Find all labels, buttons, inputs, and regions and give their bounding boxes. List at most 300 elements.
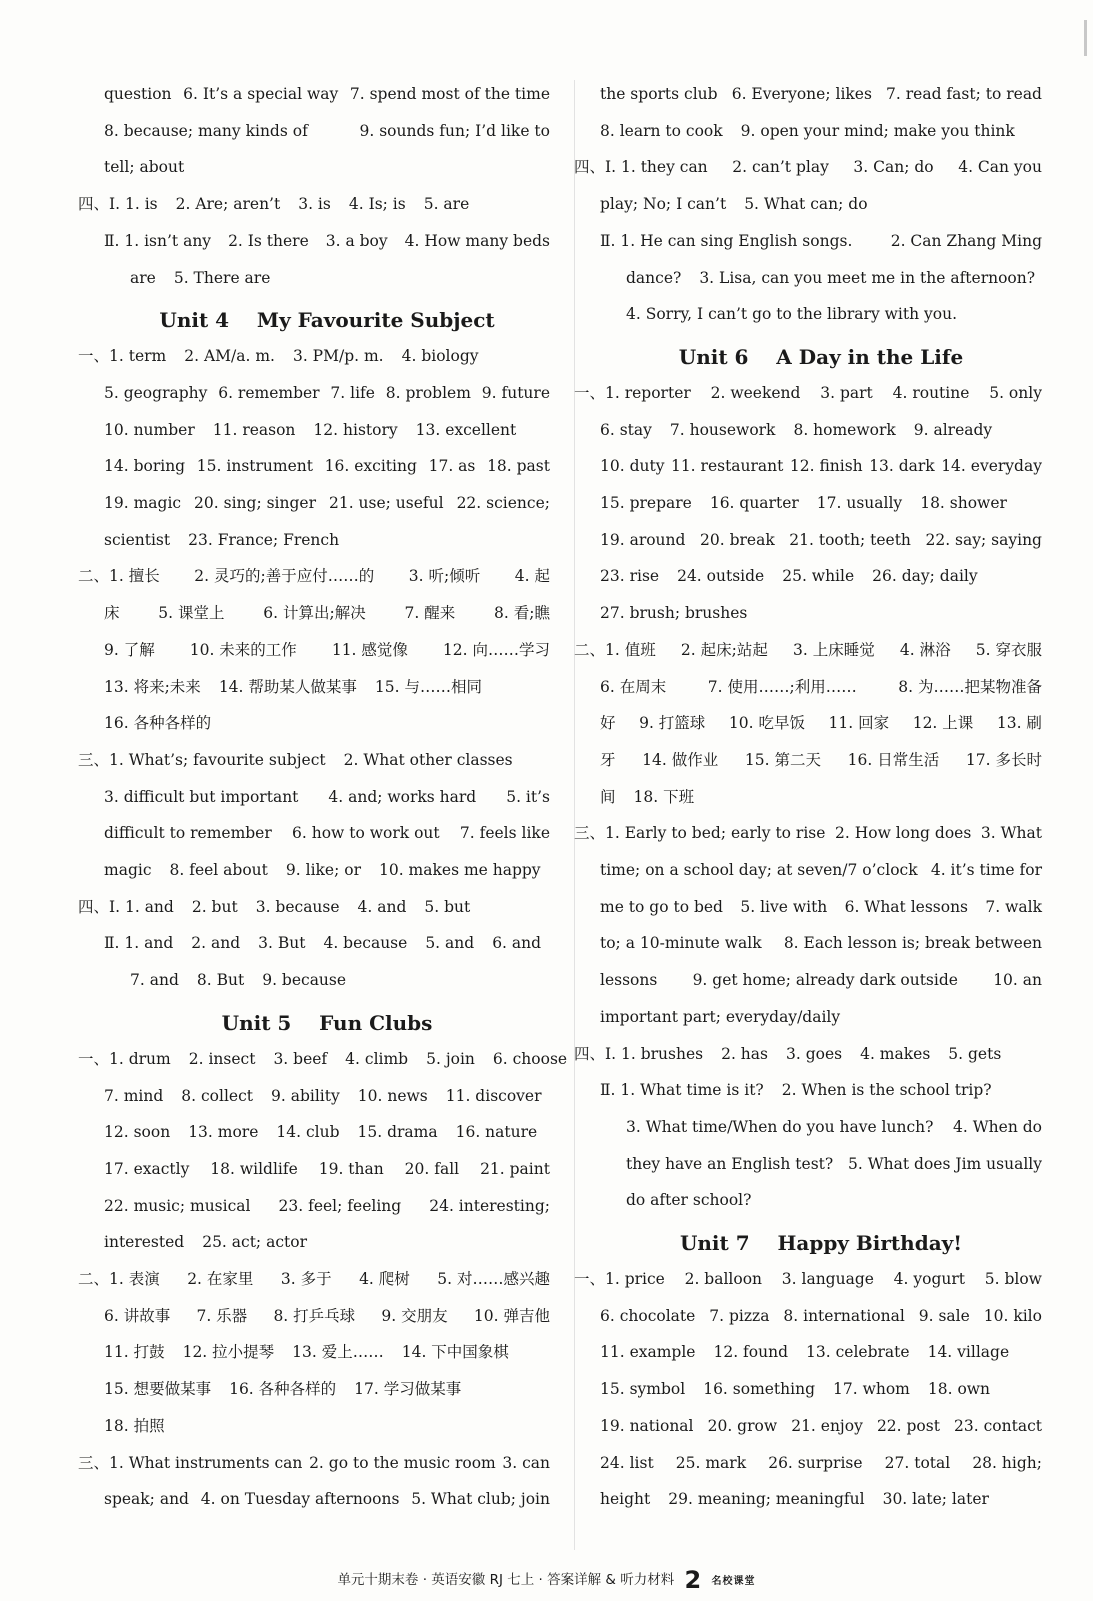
answer-item: 2. AM/a. m. (184, 347, 275, 366)
answer-line (600, 599, 1042, 627)
answer-item: 14. 下中国象棋 (401, 1343, 509, 1362)
answer-item: 7. feels like (459, 824, 550, 843)
answer-item: 5. are (423, 195, 470, 214)
answer-item: 5. There are (173, 268, 271, 287)
unit-heading: Unit 6 A Day in the Life (678, 344, 964, 369)
answer-line (600, 1113, 1042, 1141)
answer-item: 12. finish (789, 457, 863, 476)
answer-item: 三、1. What’s; favourite subject (78, 750, 326, 769)
answer-item: 10. 未来的工作 (189, 640, 297, 659)
answer-item: 11. discover (445, 1086, 542, 1105)
answer-item: 4. 爬树 (359, 1270, 410, 1288)
answer-line (600, 1076, 1042, 1104)
answer-item: 12. soon (104, 1123, 171, 1142)
answer-line (104, 819, 550, 847)
answer-item: 5. What does Jim usually (848, 1154, 1042, 1173)
answer-line (104, 673, 550, 701)
answer-item: 16. exciting (324, 457, 417, 476)
answer-item: 3. Lisa, can you meet me in the afternoon? (699, 268, 1036, 287)
answer-line (574, 379, 1042, 407)
answer-item: 6. What lessons (844, 897, 969, 916)
answer-item: 27. total (884, 1453, 951, 1472)
answer-item: 8. because; many kinds of (104, 121, 308, 140)
answer-item: 12. history (313, 420, 398, 439)
answer-item: 5. What club; join (411, 1490, 550, 1509)
answer-item: 9. get home; already dark outside (692, 971, 958, 990)
answer-item: 18. shower (920, 494, 1007, 512)
answer-line (600, 1485, 1042, 1513)
answer-line (104, 117, 550, 145)
answer-item: 6. choose (492, 1049, 568, 1068)
answer-line (574, 819, 1042, 847)
answer-item: 四、Ⅰ. 1. they can (574, 158, 708, 177)
answer-item: 12. 拉小提琴 (182, 1343, 275, 1362)
answer-item: 9. open your mind; make you think (740, 121, 1015, 140)
answer-item: 2. How long does (835, 824, 972, 843)
answer-item: 2. When is the school trip? (781, 1081, 992, 1100)
answer-item: 3. difficult but important (104, 787, 299, 806)
answer-item: 10. an (993, 971, 1042, 990)
answer-line (78, 893, 550, 921)
answer-line (574, 636, 1042, 664)
answer-item: 18. own (927, 1380, 991, 1399)
answer-line (600, 562, 1042, 590)
answer-line (600, 264, 1042, 292)
answer-line (104, 929, 550, 957)
answer-item: 23. feel; feeling (278, 1196, 402, 1215)
answer-item: 7. read fast; to read (886, 85, 1042, 103)
answer-item: 17. usually (816, 494, 903, 512)
answer-item: 4. How many beds (404, 231, 550, 250)
answer-item: 7. 醒来 (404, 604, 456, 623)
answer-line (600, 1375, 1042, 1403)
answer-item: 13. more (188, 1123, 259, 1142)
answer-item: 8. 为……把某物准备 (898, 677, 1042, 696)
answer-item: 2. Is there (228, 231, 309, 250)
answer-item: 19. around (600, 530, 686, 549)
answer-item: 2. insect (188, 1049, 256, 1068)
column-divider (574, 80, 575, 1550)
answer-item: 19. than (318, 1159, 384, 1178)
answer-item: 二、1. 擅长 (78, 567, 160, 586)
answer-item: 3. language (781, 1270, 874, 1288)
answer-item: 11. 感觉像 (331, 640, 408, 659)
answer-item: 11. 打鼓 (104, 1343, 165, 1362)
answer-line (104, 416, 550, 444)
answer-item: 5. it’s (506, 787, 550, 806)
answer-item: 12. 上课 (912, 714, 974, 733)
answer-item: 4. 起 (514, 567, 550, 586)
answer-item: 一、1. term (78, 347, 167, 366)
answer-item: 14. village (927, 1343, 1010, 1362)
answer-item: 间 (600, 787, 616, 806)
answer-item: 5. What can; do (744, 195, 868, 214)
answer-item: 6. stay (600, 420, 652, 439)
answer-line (104, 636, 550, 664)
page-footer (0, 1566, 1093, 1594)
answer-item: 3. 听;倾听 (408, 567, 481, 586)
answer-item: scientist (104, 530, 171, 549)
answer-item: 一、1. reporter (574, 383, 691, 402)
answer-item: 22. post (876, 1416, 940, 1435)
answer-item: 4. 淋浴 (899, 640, 951, 659)
answer-line (104, 227, 550, 255)
answer-item: 28. high; (972, 1453, 1042, 1472)
answer-item: 14. 做作业 (642, 750, 719, 769)
answer-line (78, 1265, 550, 1293)
answer-item: 13. 刷 (996, 714, 1042, 733)
answer-item: 6. 计算出;解决 (263, 604, 366, 623)
answer-item: 3. 上床睡觉 (792, 640, 875, 659)
answer-line (600, 1150, 1042, 1178)
answer-item: me to go to bed (600, 897, 723, 916)
answer-line (600, 452, 1042, 480)
answer-line (104, 1412, 550, 1440)
answer-line (104, 1228, 550, 1256)
answer-item: 6. how to work out (292, 824, 440, 843)
answer-line (104, 526, 550, 554)
answer-item: 三、1. What instruments can (78, 1453, 303, 1472)
answer-item: 22. music; musical (104, 1196, 251, 1215)
answer-item: 2. can’t play (732, 158, 829, 177)
answer-item: 22. say; saying (925, 530, 1042, 549)
answer-item: 10. kilo (983, 1306, 1042, 1325)
answer-item: 5. and (425, 934, 475, 953)
answer-item: 21. use; useful (328, 494, 444, 512)
answer-item: 3. What (980, 824, 1042, 843)
answer-line (78, 562, 550, 590)
answer-item: 9. sale (918, 1306, 970, 1325)
answer-item: 6. and (492, 934, 542, 953)
answer-item: are (130, 268, 156, 287)
answer-item: 13. dark (869, 457, 935, 476)
answer-item: 5. gets (948, 1044, 1002, 1063)
answer-item: 7. life (330, 383, 375, 402)
answer-line (104, 452, 550, 480)
answer-item: 9. already (913, 420, 993, 439)
answer-item: 3. goes (785, 1044, 843, 1063)
answer-item: 14. everyday (941, 457, 1042, 476)
answer-line (104, 856, 550, 884)
answer-item: 20. fall (404, 1159, 460, 1178)
answer-item: 4. biology (401, 347, 479, 366)
answer-line (104, 599, 550, 627)
answer-item: 二、1. 表演 (78, 1270, 160, 1288)
answer-item: 4. routine (892, 383, 970, 402)
answer-item: Ⅱ. 1. isn’t any (104, 231, 212, 250)
answer-item: 15. instrument (196, 457, 313, 476)
answer-item: 5. geography (104, 383, 208, 402)
answer-line (600, 416, 1042, 444)
brand-logo: 名校课堂 (711, 1576, 756, 1587)
answer-item: 3. What time/When do you have lunch? (626, 1117, 934, 1136)
answer-item: 24. outside (677, 567, 765, 586)
answer-item: 14. club (276, 1123, 340, 1142)
answer-item: 24. list (600, 1453, 654, 1472)
answer-item: 6. It’s a special way (183, 85, 339, 103)
answer-line (600, 190, 1042, 218)
answer-item: 13. celebrate (806, 1343, 910, 1362)
answer-item: 18. wildlife (210, 1159, 298, 1178)
answer-item: 2. Are; aren’t (175, 195, 281, 214)
answer-item: 17. exactly (104, 1159, 190, 1178)
answer-item: 3. Can; do (853, 158, 934, 177)
answer-item: 13. excellent (415, 420, 517, 439)
answer-item: 15. 想要做某事 (104, 1380, 212, 1399)
answer-line (104, 80, 550, 108)
answer-item: 17. whom (833, 1380, 910, 1399)
answer-item: 2. but (191, 897, 238, 916)
answer-line (600, 966, 1042, 994)
answer-item: 17. 学习做某事 (354, 1380, 462, 1399)
answer-item: 21. enjoy (791, 1416, 863, 1435)
answer-item: 4. it’s time for (930, 861, 1042, 879)
answer-line (600, 1186, 1042, 1214)
answer-item: 8. 打乒乓球 (273, 1306, 356, 1325)
answer-line (104, 1302, 550, 1330)
answer-item: 4. Sorry, I can’t go to the library with you. (626, 305, 957, 324)
answer-item: 9. 交朋友 (381, 1306, 448, 1325)
answer-item: 2. go to the music room (309, 1453, 496, 1472)
answer-item: 14. 帮助某人做某事 (218, 677, 357, 696)
answer-item: 30. late; later (882, 1490, 989, 1509)
answer-line (104, 264, 550, 292)
answer-item: 3. But (258, 934, 306, 953)
answer-item: 3. PM/p. m. (292, 347, 384, 366)
answer-line (104, 379, 550, 407)
answer-item: 2. 在家里 (187, 1270, 254, 1288)
answer-item: 9. because (262, 971, 347, 990)
answer-item: 26. surprise (768, 1453, 863, 1472)
answer-item: 16. something (703, 1380, 816, 1399)
answer-item: 21. tooth; teeth (789, 530, 911, 549)
answer-item: 13. 爱上…… (292, 1343, 384, 1362)
answer-item: 29. meaning; meaningful (668, 1490, 865, 1509)
answer-item: 9. 打篮球 (639, 714, 706, 733)
answer-item: the sports club (600, 85, 718, 103)
answer-item: 13. 将来;未来 (104, 677, 201, 696)
answer-item: interested (104, 1233, 185, 1252)
answer-item: 10. 弹吉他 (473, 1306, 550, 1325)
answer-item: 2. has (721, 1044, 768, 1063)
answer-item: 二、1. 值班 (574, 640, 656, 659)
answer-line (600, 526, 1042, 554)
page-number: 2 (684, 1566, 702, 1594)
answer-item: 9. future (481, 383, 550, 402)
answer-item: 3. 多于 (280, 1270, 332, 1288)
answer-line (600, 673, 1042, 701)
answer-item: 25. act; actor (202, 1233, 307, 1252)
answer-line (600, 856, 1042, 884)
answer-item: important part; everyday/daily (600, 1007, 841, 1026)
answer-item: 3. can (502, 1453, 550, 1472)
answer-item: 好 (600, 714, 616, 733)
answer-item: 17. 多长时 (965, 750, 1042, 769)
answer-item: 一、1. price (574, 1270, 665, 1288)
answer-item: 10. duty (600, 457, 665, 476)
answer-item: 20. grow (707, 1416, 778, 1435)
answer-item: 10. number (104, 420, 195, 439)
answer-item: 20. sing; singer (194, 494, 316, 512)
answer-item: 3. a boy (325, 231, 388, 250)
answer-item: 19. magic (104, 494, 182, 512)
answer-line (104, 1375, 550, 1403)
answer-item: 5. blow (984, 1270, 1042, 1288)
answer-line (574, 153, 1042, 181)
answer-line (600, 1412, 1042, 1440)
answer-item: 4. yogurt (893, 1270, 966, 1288)
answer-line (104, 489, 550, 517)
answer-item: 7. 使用……;利用…… (707, 677, 857, 696)
answer-line (574, 1265, 1042, 1293)
answer-item: 4. makes (860, 1044, 931, 1063)
answer-item: 7. housework (669, 420, 776, 439)
answer-item: lessons (600, 971, 658, 990)
answer-item: 23. rise (600, 567, 660, 586)
answer-line (600, 80, 1042, 108)
answer-item: 16. nature (455, 1123, 538, 1142)
answer-item: 5. 对……感兴趣 (437, 1270, 550, 1288)
answer-item: 7. pizza (709, 1306, 770, 1325)
answer-item: they have an English test? (626, 1154, 834, 1173)
answer-item: 8. homework (793, 420, 896, 439)
answer-item: difficult to remember (104, 824, 272, 843)
answer-item: 7. spend most of the time (349, 85, 550, 103)
answer-item: 4. When do (953, 1117, 1042, 1136)
answer-item: 5. live with (740, 897, 828, 916)
answer-item: 3. is (298, 195, 331, 214)
answer-item: 16. 各种各样的 (104, 714, 212, 733)
answer-item: 16. 各种各样的 (229, 1380, 337, 1399)
answer-line (104, 1485, 550, 1513)
answer-line (104, 1118, 550, 1146)
answer-item: 15. drama (357, 1123, 438, 1142)
answer-item: 15. prepare (600, 494, 692, 512)
answer-line (104, 1192, 550, 1220)
answer-item: question (104, 85, 172, 103)
answer-item: 三、1. Early to bed; early to rise (574, 824, 826, 843)
answer-item: 2. 灵巧的;善于应付……的 (194, 567, 375, 586)
answer-item: time; on a school day; at seven/7 o’clock (600, 861, 918, 879)
answer-line (78, 1045, 568, 1073)
answer-item: 2. Can Zhang Ming (890, 231, 1042, 250)
answer-item: 10. makes me happy (378, 861, 541, 879)
answer-item: 3. because (255, 897, 340, 916)
answer-item: 9. ability (271, 1086, 340, 1105)
answer-line (600, 300, 1042, 328)
answer-line (104, 966, 550, 994)
answer-item: 四、Ⅰ. 1. and (78, 897, 174, 916)
answer-item: 11. reason (212, 420, 296, 439)
answer-line (78, 746, 550, 774)
answer-item: 10. news (357, 1086, 428, 1105)
footer-text: 单元十期末卷 · 英语安徽 RJ 七上 · 答案详解 & 听力材料 (337, 1572, 675, 1588)
answer-item: 四、Ⅰ. 1. brushes (574, 1044, 704, 1063)
answer-item: 4. Can you (958, 158, 1042, 177)
answer-item: 6. Everyone; likes (731, 85, 872, 103)
answer-item: 25. while (782, 567, 855, 586)
answer-item: 19. national (600, 1416, 694, 1435)
answer-line (104, 1082, 550, 1110)
answer-item: dance? (626, 268, 682, 287)
answer-item: 12. 向……学习 (442, 640, 550, 659)
answer-line (600, 709, 1042, 737)
answer-line (600, 1449, 1042, 1477)
answer-item: 2. 起床;站起 (680, 640, 768, 659)
answer-item: 4. because (323, 934, 408, 953)
answer-item: height (600, 1490, 651, 1509)
answer-item: 4. and; works hard (328, 787, 477, 806)
answer-item: 18. 下班 (633, 787, 695, 806)
answer-item: 四、Ⅰ. 1. is (78, 195, 158, 214)
answer-line (78, 342, 550, 370)
answer-item: 11. restaurant (670, 457, 784, 476)
answer-item: 4. climb (345, 1049, 409, 1068)
answer-item: 2. and (191, 934, 241, 953)
answer-item: 23. contact (954, 1416, 1042, 1435)
answer-line (600, 893, 1042, 921)
answer-item: 11. example (600, 1343, 696, 1362)
answer-item: 15. 与……相同 (374, 677, 482, 696)
answer-line (600, 1338, 1042, 1366)
answer-item: magic (104, 861, 152, 879)
answer-line (104, 783, 550, 811)
answer-line (78, 190, 550, 218)
answer-item: Ⅱ. 1. and (104, 934, 174, 953)
answer-item: 6. chocolate (600, 1306, 696, 1325)
answer-item: 15. symbol (600, 1380, 686, 1399)
answer-line (600, 929, 1042, 957)
answer-item: 6. remember (218, 383, 320, 402)
answer-line (78, 1449, 550, 1477)
answer-item: 18. 拍照 (104, 1416, 165, 1435)
answer-line (600, 1003, 1042, 1031)
answer-item: 5. but (424, 897, 471, 916)
answer-item: 16. quarter (709, 494, 799, 512)
answer-line (104, 1338, 550, 1366)
answer-item: 6. 讲故事 (104, 1306, 171, 1325)
answer-line (600, 489, 1042, 517)
answer-item: 16. 日常生活 (847, 750, 940, 769)
answer-item: do after school? (626, 1191, 752, 1210)
answer-item: 8. learn to cook (600, 121, 723, 140)
answer-item: Ⅱ. 1. He can sing English songs. (600, 231, 853, 250)
answer-item: 15. 第二天 (744, 750, 821, 769)
answer-item: 24. interesting; (429, 1196, 550, 1215)
answer-item: tell; about (104, 158, 185, 177)
answer-line (600, 783, 1042, 811)
answer-item: 17. as (428, 457, 476, 476)
answer-item: 床 (104, 604, 120, 623)
answer-item: 14. boring (104, 457, 186, 476)
answer-line (600, 1302, 1042, 1330)
answer-item: 26. day; daily (872, 567, 978, 586)
answer-item: 8. feel about (169, 861, 268, 879)
answer-item: 22. science; (456, 494, 550, 512)
answer-item: 9. 了解 (104, 640, 155, 659)
answer-item: 7. walk (985, 897, 1042, 916)
answer-item: 8. Each lesson is; break between (783, 934, 1042, 953)
answer-item: 5. only (989, 383, 1042, 402)
answer-item: 3. beef (273, 1049, 328, 1068)
answer-item: 9. sounds fun; I’d like to (359, 121, 550, 140)
answer-item: 2. weekend (710, 383, 801, 402)
answer-item: 7. mind (104, 1086, 164, 1105)
answer-item: 3. part (820, 383, 873, 402)
answer-item: 8. But (196, 971, 245, 990)
page-edge (1070, 20, 1087, 56)
answer-item: 8. problem (385, 383, 471, 402)
